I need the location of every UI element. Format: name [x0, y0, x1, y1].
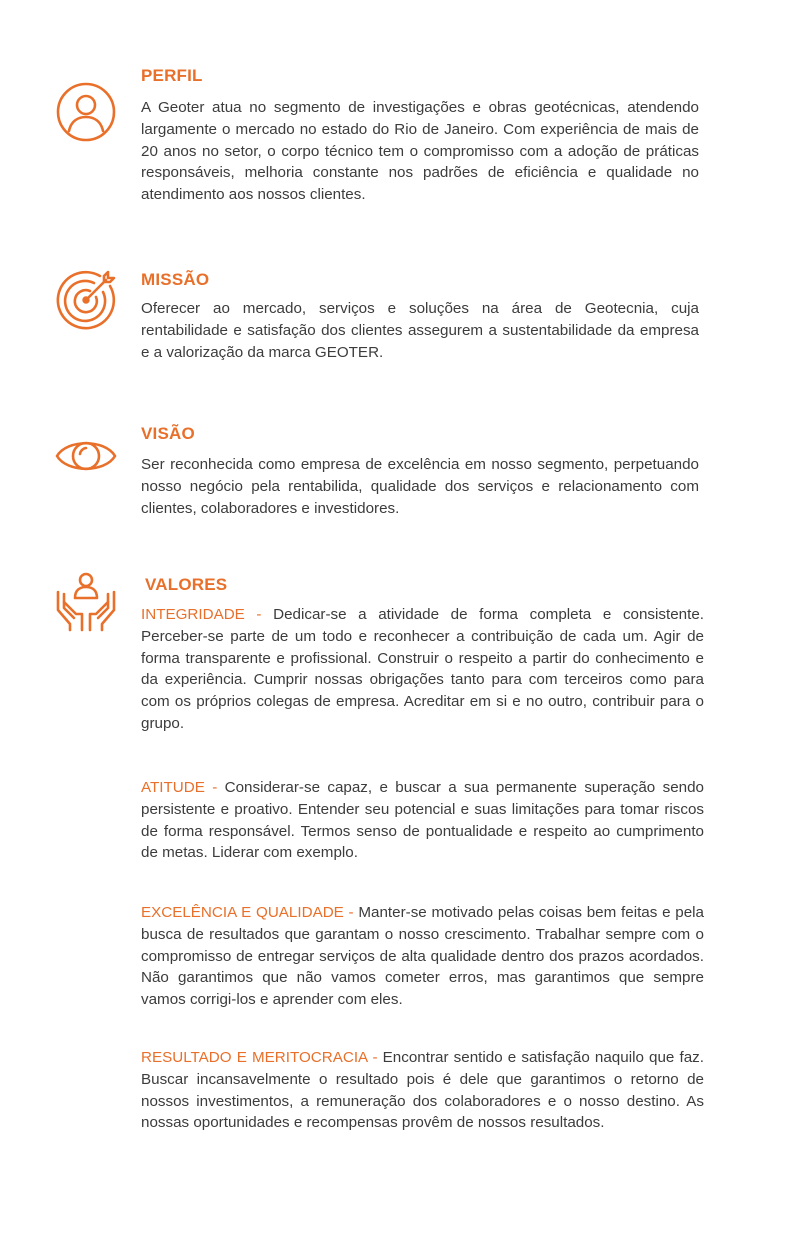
- perfil-title: PERFIL: [141, 66, 203, 85]
- valor-text: Encontrar sentido e satisfação naquilo que faz. Buscar incansavelmente o resultado pois é dele que garantimos o retorno de nossos investimentos, a remuneração dos colaboradores e o nosso destino. As nossas oportunidades e recompensas provêm de nossos resultados.: [141, 1049, 705, 1132]
- valor-text: Manter-se motivado pelas coisas bem feitas e pela busca de resultados que garantam o nosso crescimento. Trabalhar sempre com o compromisso de entregar serviços de alta qualidade dentro dos prazos acordados. Não garantimos que não vamos cometer erros, mas garantimos que sempre vamos corrigi-los e aprender com eles.: [141, 904, 704, 1009]
- valor-text: Dedicar-se a atividade de forma completa e consistente. Perceber-se parte de um todo e reconhecer a contribuição de cada um. Agir de forma transparente e profissional. Construir o respeito a partir do conhecimento e da experiência. Cumprir nossas obrigações tanto para com terceiros como para com os próprios colegas de empresa. Acreditar em si e no outro, contribuir para o grupo.: [141, 606, 704, 732]
- missao-title: MISSÃO: [141, 270, 210, 289]
- valores-title: VALORES: [145, 575, 228, 594]
- valor-resultado: [141, 1047, 704, 1134]
- target-icon: [54, 268, 118, 332]
- visao-text: Ser reconhecida como empresa de excelência em nosso segmento, perpetuando nosso negócio pela rentabilida, qualidade dos serviços e relacionamento com clientes, colaboradores e investidores.: [141, 456, 699, 517]
- missao-text: Oferecer ao mercado, serviços e soluções na área de Geotecnia, cuja rentabilidade e satisfação dos clientes assegurem a sustentabilidade da empresa e a valorização da marca GEOTER.: [141, 300, 699, 361]
- perfil-text: A Geoter atua no segmento de investigações e obras geotécnicas, atendendo largamente o mercado no estado do Rio de Janeiro. Com experiência de mais de 20 anos no setor, o corpo técnico tem o compromisso com a adoção de práticas responsáveis, melhoria constante nos padrões de eficiência e qualidade no atendimento aos nossos clientes.: [141, 99, 699, 204]
- valor-excelencia: [141, 902, 704, 1011]
- valor-text: Considerar-se capaz, e buscar a sua permanente superação sendo persistente e proativo. Entender seu potencial e suas limitações para tomar riscos de forma responsável. Termos senso de pontualidade e respeito ao cumprimento de metas. Liderar com exemplo.: [141, 779, 704, 862]
- valor-term: INTEGRIDADE -: [141, 606, 262, 623]
- valor-term: RESULTADO E MERITOCRACIA -: [141, 1049, 378, 1066]
- valor-integridade: [141, 604, 704, 735]
- user-icon: [54, 80, 118, 144]
- hands-person-icon: [54, 568, 118, 632]
- valor-atitude: [141, 777, 704, 864]
- visao-title: VISÃO: [141, 424, 195, 443]
- valor-term: EXCELÊNCIA E QUALIDADE -: [141, 904, 354, 921]
- eye-icon: [54, 424, 118, 488]
- valor-term: ATITUDE -: [141, 779, 218, 796]
